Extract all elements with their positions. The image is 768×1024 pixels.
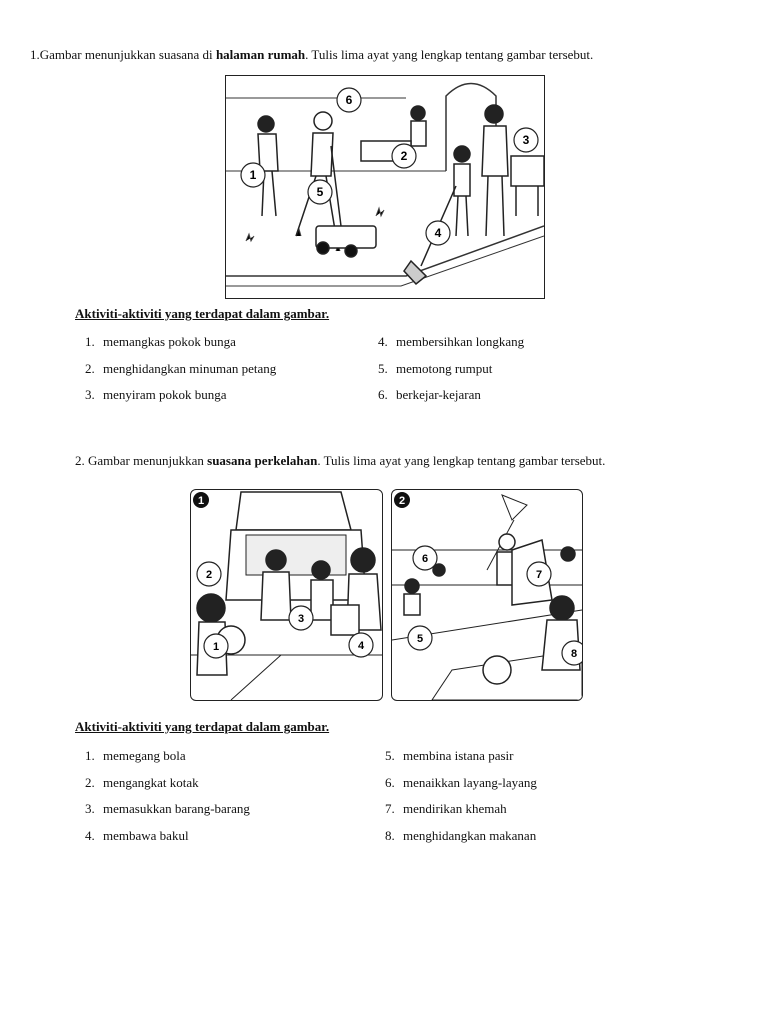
q2-activity-list-right bbox=[385, 748, 537, 854]
list-item: 2. menghidangkan minuman petang bbox=[85, 360, 277, 376]
question-2-instruction bbox=[75, 454, 615, 468]
list-item: 1. memegang bola bbox=[85, 748, 186, 763]
q2-callout-3: 3 bbox=[297, 613, 305, 625]
q2-callout-5: 5 bbox=[416, 633, 424, 645]
q2-callout-8: 8 bbox=[570, 648, 578, 660]
q1-suffix: . Tulis lima ayat yang lengkap tentang gambar tersebut. bbox=[305, 47, 594, 62]
list-item: 2. mengangkat kotak bbox=[85, 774, 199, 790]
panel-2-badge: 2 bbox=[398, 495, 406, 507]
list-item: 7. mendirikan khemah bbox=[385, 801, 507, 816]
q2-callout-2: 2 bbox=[205, 569, 213, 581]
q1-callout-4: 4 bbox=[434, 226, 442, 240]
q2-activity-list-left bbox=[85, 748, 250, 854]
q1-callout-1: 1 bbox=[249, 168, 257, 182]
list-item: 6. berkejar-kejaran bbox=[378, 387, 481, 402]
list-item: 1. memangkas pokok bunga bbox=[85, 334, 236, 349]
q2-activities-heading: Aktiviti-aktiviti yang terdapat dalam gambar. bbox=[75, 719, 330, 734]
q2-callout-4: 4 bbox=[357, 640, 365, 652]
list-item: 4. membersihkan longkang bbox=[378, 334, 525, 349]
list-item: 8. menghidangkan makanan bbox=[385, 827, 537, 843]
q1-activity-list-left bbox=[85, 334, 276, 414]
list-item: 6. menaikkan layang-layang bbox=[385, 774, 537, 790]
q1-callout-3: 3 bbox=[522, 133, 530, 147]
q2-prefix: 2. Gambar menunjukkan bbox=[75, 453, 208, 468]
list-item: 3. menyiram pokok bunga bbox=[85, 387, 227, 402]
list-item: 4. membawa bakul bbox=[85, 827, 189, 843]
q2-callout-7: 7 bbox=[535, 569, 543, 581]
q2-suffix: . Tulis lima ayat yang lengkap tentang gambar tersebut. bbox=[317, 453, 606, 468]
q2-callout-1: 1 bbox=[212, 641, 220, 653]
q1-prefix: 1.Gambar menunjukkan suasana di bbox=[30, 47, 216, 62]
q1-bold-topic: halaman rumah bbox=[215, 47, 306, 62]
list-item: 3. memasukkan barang-barang bbox=[85, 801, 250, 816]
q2-bold-topic: suasana perkelahan bbox=[207, 453, 318, 468]
question-1-instruction bbox=[30, 47, 750, 63]
q1-activity-list-right bbox=[378, 334, 524, 414]
picnic-panel-2-illustration bbox=[391, 489, 583, 701]
panel-1-badge: 1 bbox=[197, 495, 205, 507]
q1-callout-6: 6 bbox=[345, 93, 353, 107]
list-item: 5. memotong rumput bbox=[378, 360, 493, 376]
q1-callout-5: 5 bbox=[316, 185, 324, 199]
q1-callout-2: 2 bbox=[400, 149, 408, 163]
picnic-panel-1-illustration bbox=[190, 489, 383, 701]
q2-callout-6: 6 bbox=[421, 553, 429, 565]
q1-activities-heading: Aktiviti-aktiviti yang terdapat dalam gambar. bbox=[75, 306, 330, 321]
garden-illustration bbox=[225, 75, 545, 299]
list-item: 5. membina istana pasir bbox=[385, 748, 514, 763]
